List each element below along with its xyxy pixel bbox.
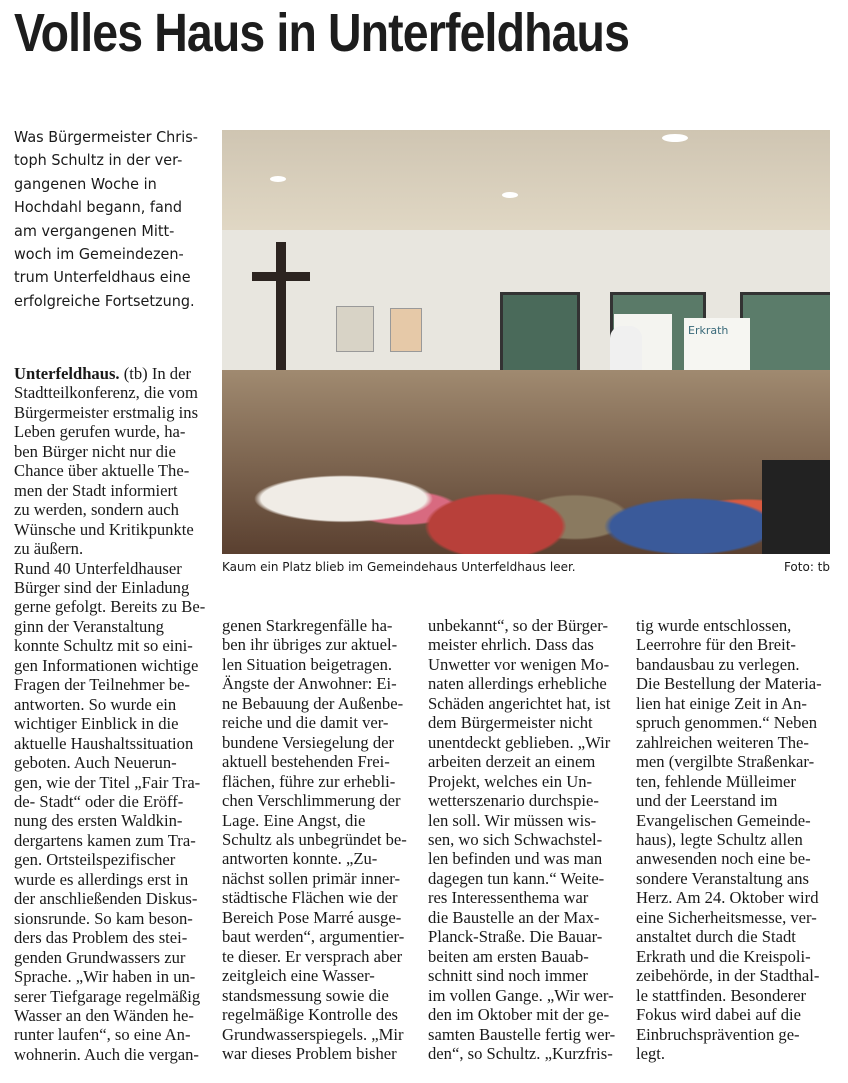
- text-line: Bürger sind der Einladung: [14, 577, 190, 597]
- text-line: ten, fehlende Mülleimer: [636, 771, 796, 791]
- lead-paragraph: [14, 126, 214, 313]
- text-line: dem Bürgermeister nicht: [428, 713, 593, 733]
- cross-bar: [252, 272, 310, 281]
- text-line: samten Baustelle fertig wer-: [428, 1024, 616, 1044]
- text-line: antworten. So wurde ein: [14, 694, 177, 714]
- lead-line: am vergangenen Mitt-: [14, 221, 175, 240]
- ceiling-light: [502, 192, 518, 198]
- text-line: spruch genommen.“ Neben: [636, 713, 818, 733]
- text-line: nächst sollen primär inner-: [222, 868, 400, 888]
- text-line: Leben gerufen wurde, ha-: [14, 422, 186, 442]
- text-line: baut werden“, argumentier-: [222, 927, 405, 947]
- text-line: Wasser an den Wänden he-: [14, 1005, 194, 1025]
- text-line: serer Tiefgarage regelmäßig: [14, 986, 201, 1006]
- text-line: de- Stadt“ oder die Eröff-: [14, 791, 184, 811]
- text-line: zahlreichen weiteren The-: [636, 732, 809, 752]
- text-line: der anschließenden Diskus-: [14, 889, 198, 909]
- text-line: gen, wie der Titel „Fair Tra-: [14, 772, 201, 792]
- text-line: len soll. Wir müssen wis-: [428, 810, 597, 830]
- text-line: Herz. Am 24. Oktober wird: [636, 888, 819, 908]
- text-line: ginn der Veranstaltung: [14, 616, 164, 636]
- text-line: ne Bebauung der Außenbe-: [222, 693, 404, 713]
- text-line: aktuelle Haushaltssituation: [14, 733, 194, 753]
- article-photo: [222, 130, 830, 554]
- lead-line: gangenen Woche in: [14, 174, 157, 193]
- ceiling-light: [270, 176, 286, 182]
- text-line: len Situation beigetragen.: [222, 654, 393, 674]
- text-line: anwesenden noch eine be-: [636, 849, 811, 869]
- text-line: die Baustelle an der Max-: [428, 907, 600, 927]
- text-line: zeitgleich eine Wasser-: [222, 966, 375, 986]
- lead-line: Hochdahl begann, fand: [14, 198, 183, 217]
- text-line: ders das Problem des stei-: [14, 928, 188, 948]
- text-line: zeibehörde, in der Stadthal-: [636, 966, 820, 986]
- text-line: Schultz als unbegründet be-: [222, 829, 407, 849]
- text-line: genen Starkregenfälle ha-: [222, 616, 393, 635]
- text-line: regelmäßige Kontrolle des: [222, 1005, 399, 1025]
- text-line: nung des ersten Waldkin-: [14, 811, 183, 831]
- text-line: meister ehrlich. Dass das: [428, 635, 594, 655]
- text-line: dergartens kamen zum Tra-: [14, 830, 196, 850]
- headline: Volles Haus in Unterfeldhaus: [14, 3, 630, 63]
- audience: [222, 370, 830, 554]
- text-line: dagegen tun kann.“ Weite-: [428, 868, 605, 888]
- text-line: wohnerin. Auch die vergan-: [14, 1044, 199, 1064]
- text-line: [14, 364, 205, 383]
- text-line: res Interessenthema war: [428, 888, 589, 908]
- text-line: flächen, führe zur erhebli-: [222, 771, 396, 791]
- text-line: den“, so Schultz. „Kurzfris-: [428, 1043, 613, 1063]
- text-line: wurde es allerdings erst in: [14, 869, 189, 889]
- text-line: Einbruchsprävention ge-: [636, 1024, 800, 1044]
- dateline: Unterfeldhaus.: [14, 364, 120, 383]
- body-column-2: [222, 616, 407, 1063]
- text-line: reiche und die damit ver-: [222, 713, 389, 733]
- text-line: gen. Ortsteilspezifischer: [14, 850, 176, 870]
- lead-line: erfolgreiche Fortsetzung.: [14, 291, 195, 310]
- text-line: len befinden und was man: [428, 849, 603, 869]
- text-line: war dieses Problem bisher: [222, 1043, 397, 1063]
- text-line: Fokus wird dabei auf die: [636, 1005, 801, 1025]
- text-line: legt.: [636, 1043, 666, 1063]
- text-line: aktuell bestehenden Frei-: [222, 752, 390, 772]
- ceiling: [222, 130, 830, 240]
- text-line: wetterszenario durchspie-: [428, 791, 599, 811]
- text-line: tig wurde entschlossen,: [636, 616, 792, 635]
- text-line: Die Bestellung der Materia-: [636, 674, 822, 694]
- text-line: Lage. Eine Angst, die: [222, 810, 366, 830]
- lead-line: woch im Gemeindezen-: [14, 245, 184, 264]
- text-line: bundene Versiegelung der: [222, 732, 395, 752]
- text-line: städtische Flächen wie der: [222, 888, 398, 908]
- text-line: Wünsche und Kritikpunkte: [14, 519, 194, 539]
- text-line: unbekannt“, so der Bürger-: [428, 616, 608, 635]
- ceiling-light: [662, 134, 688, 142]
- text-line: Evangelischen Gemeinde-: [636, 810, 811, 830]
- text-line: Projekt, welches ein Un-: [428, 771, 593, 791]
- lead-line: toph Schultz in der ver-: [14, 151, 183, 170]
- text-line: Planck-Straße. Die Bauar-: [428, 927, 603, 947]
- text-line: Fragen der Teilnehmer be-: [14, 675, 190, 695]
- photo-caption: Kaum ein Platz blieb im Gemeindehaus Unterfeldhaus leer.: [222, 560, 576, 574]
- text-line: zu werden, sondern auch: [14, 500, 179, 520]
- text-line: men (vergilbte Straßenkar-: [636, 752, 815, 772]
- text-line: bandausbau zu verlegen.: [636, 654, 800, 674]
- text-line: ben ihr übriges zur aktuel-: [222, 635, 398, 655]
- text-line: sionsrunde. So kam beson-: [14, 908, 193, 928]
- wheelchair: [762, 460, 830, 554]
- text-line: ben Bürger nicht nur die: [14, 441, 176, 461]
- text-line: Chance über aktuelle The-: [14, 461, 190, 481]
- text-line: le stattfinden. Besonderer: [636, 985, 807, 1005]
- text-line: gen Informationen wichtige: [14, 655, 199, 675]
- text-line: Rund 40 Unterfeldhauser: [14, 558, 182, 578]
- text-line: runter laufen“, so eine An-: [14, 1025, 191, 1045]
- lead-line: Was Bürgermeister Chris-: [14, 128, 198, 146]
- lead-line: trum Unterfeldhaus eine: [14, 268, 191, 287]
- banner-text: Erkrath: [688, 324, 729, 337]
- text-line: anstaltet durch die Stadt: [636, 927, 796, 947]
- text-line: Unwetter vor wenigen Mo-: [428, 654, 610, 674]
- text-line: lien hat einige Zeit in An-: [636, 693, 807, 713]
- text-line: arbeiten derzeit an einem: [428, 752, 596, 772]
- text-line: Bereich Pose Marré ausge-: [222, 907, 402, 927]
- text-line: geboten. Auch Neuerun-: [14, 753, 177, 773]
- text-line-rest: (tb) In der: [119, 364, 191, 383]
- photo-credit: Foto: tb: [783, 560, 830, 574]
- body-column-1: [14, 364, 205, 1064]
- text-line: beiten am ersten Bauab-: [428, 946, 589, 966]
- text-line: wichtiger Einblick in die: [14, 714, 179, 734]
- text-line: unentdeckt geblieben. „Wir: [428, 732, 611, 752]
- text-line: te dieser. Er versprach aber: [222, 946, 403, 966]
- body-column-3: [428, 616, 615, 1063]
- text-line: standsmessung sowie die: [222, 985, 389, 1005]
- text-line: genden Grundwassers zur: [14, 947, 186, 967]
- text-line: naten allerdings erhebliche: [428, 674, 607, 694]
- text-line: konnte Schultz mit so eini-: [14, 636, 193, 656]
- text-line: antworten konnte. „Zu-: [222, 849, 378, 869]
- text-line: Grundwasserspiegels. „Mir: [222, 1024, 404, 1044]
- text-line: men der Stadt informiert: [14, 480, 178, 500]
- text-line: zu äußern.: [14, 539, 84, 559]
- text-line: im vollen Gange. „Wir wer-: [428, 985, 614, 1005]
- cross-icon: [276, 242, 286, 370]
- text-line: Erkrath und die Kreispoli-: [636, 946, 811, 966]
- wall-picture: [336, 306, 374, 352]
- text-line: Stadtteilkonferenz, die vom: [14, 383, 198, 403]
- text-line: schnitt sind noch immer: [428, 966, 588, 986]
- body-column-4: [636, 616, 822, 1063]
- text-line: eine Sicherheitsmesse, ver-: [636, 907, 817, 927]
- photo-caption-bar: [222, 560, 830, 574]
- text-line: sondere Veranstaltung ans: [636, 868, 809, 888]
- text-line: sen, wo sich Schwachstel-: [428, 829, 603, 849]
- text-line: Schäden angerichtet hat, ist: [428, 693, 611, 713]
- text-line: Leerrohre für den Breit-: [636, 635, 796, 655]
- text-line: Bürgermeister erstmalig ins: [14, 402, 199, 422]
- text-line: Ängste der Anwohner: Ei-: [222, 674, 397, 694]
- wall-picture: [390, 308, 422, 352]
- text-line: haus), legte Schultz allen: [636, 829, 803, 849]
- text-line: chen Verschlimmerung der: [222, 791, 401, 811]
- text-line: gerne gefolgt. Bereits zu Be-: [14, 597, 206, 617]
- text-line: den im Oktober mit der ge-: [428, 1005, 610, 1025]
- text-line: und der Leerstand im: [636, 791, 778, 811]
- text-line: Sprache. „Wir haben in un-: [14, 967, 196, 987]
